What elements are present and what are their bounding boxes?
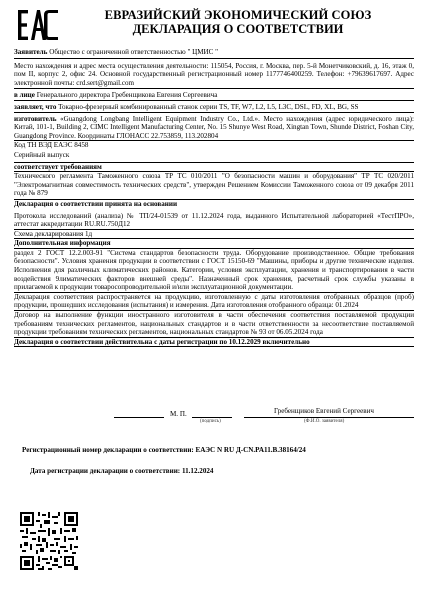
registration-number: Регистрационный номер декларации о соответствии: ЕАЭС N RU Д-CN.PA11.B.38164/24 (22, 446, 306, 454)
person-label: в лице (14, 91, 35, 100)
basis-heading: Декларация о соответствии принята на основании (14, 199, 414, 209)
serial-production: Серийный выпуск (14, 150, 70, 159)
additional-paragraph-1: раздел 2 ГОСТ 12.2.003-91 "Система стандартов безопасности труда. Оборудование производственное. Общие требования безопасности". Условия хранения продукции в соответствии с ГОСТ 15150-69 "Машины, приборы и другие технические изделия. Исполнения для различных климатических районов. Категории, условия эксплуатации, хранения и транспортирования в части воздействия 9лиматических факторов внешней среды". Назначенный срок хранения, расчетный срок службы указаны в прилагаемой к продукции товаросопроводительной и/или эксплуатационной документации. (14, 248, 414, 292)
union-title: ЕВРАЗИЙСКИЙ ЭКОНОМИЧЕСКИЙ СОЮЗ (104, 8, 372, 22)
stamp-place: М. П. (170, 410, 187, 418)
applicant-person: Генерального директора Гребенщикова Евгения Сергеевича (36, 91, 218, 100)
declaration-scheme: Схема декларирования 1д (14, 229, 414, 239)
registration-date: Дата регистрации декларации о соответствии: 11.12.2024 (30, 467, 214, 475)
requirements-text: Технического регламента Таможенного союза ТР ТС 010/2011 "О безопасности машин и оборудования" ТР ТС 020/2011 "Электромагнитная совместимость технических средств", утвержден Решением Комиссии Таможенного союза от 09 декабря 2011 года № 879 (14, 172, 414, 198)
additional-heading: Дополнительная информация (14, 238, 414, 248)
declaration-body (14, 48, 414, 347)
basis-text: Протокола исследований (анализа) № ТП/24-01539 от 11.12.2024 года, выданного Испытательной лабораторией «ТестПРО», аттестат аккредитации RU.RU.750Д12 (14, 211, 414, 229)
validity-period: Декларация о соответствии действительна с даты регистрации по 10.12.2029 включительно (14, 337, 414, 348)
manufacturer-text: «Guangdong Longbang Intelligent Equipment Industry Co., Ltd.». Место нахождения (адрес юридического лица): Китай, 101-1, Building 2, CIMC Intelligent Manufacturing Center, No. 15 Shunye West Road, Xingtan Town, Shunde District, Foshan City, Guangdong Province. Координаты ГЛОНАСС 22.753859, 113.202804 (14, 114, 414, 140)
signatory-name-caption: (Ф.И.О. заявителя) (304, 419, 345, 424)
applicant-address: Место нахождения и адрес места осуществления деятельности: 115054, Россия, г. Москва, пер. 5-й Монетчиковский, д. 16, этаж 0, пом II, корпус 2, офис 24. Основной государственный регистрационный номер 1177746400259. Телефон: +79639617697. Адрес электронной почты: crd.sert@gmail.com (14, 62, 414, 90)
additional-paragraph-2: Декларация соответствия распространяется на продукцию, изготовленную с даты изготовления отобранных образцов (проб) продукции, прошедших исследования (испытания) и измерения. Дата изготовления отобранного образца: 01.2024 (14, 292, 414, 310)
eac-logo (18, 8, 58, 42)
product-name: Токарно-фрезерный комбинированный станок серии TS, TF, W7, L2, L5, L3C, DSL, FD, XL, BG, SS (58, 102, 359, 111)
signature-caption: (подпись) (200, 419, 221, 424)
declares-label: заявляет, что (14, 102, 57, 111)
applicant-name: Общество с ограниченной ответственностью " ЦМИС " (49, 48, 219, 56)
signatory-name: Гребенщиков Евгений Сергеевич (274, 407, 374, 415)
qr-code-icon (20, 512, 78, 570)
manufacturer-label: изготовитель (14, 114, 57, 123)
signature-block (14, 407, 414, 435)
document-title: ДЕКЛАРАЦИЯ О СООТВЕТСТВИИ (132, 22, 344, 36)
requirements-heading: соответствует требованиям (14, 162, 414, 172)
tnved-code: Код ТН ВЭД ЕАЭС 8458 (14, 140, 414, 150)
additional-paragraph-3: Договор на выполнение функции иностранного изготовителя в части обеспечения соответствия поставляемой продукции требованиям технических регламентов, национальных стандартов и в части ответственности за несоответствие поставляемой продукции требованиям технических регламентов, национальных стандартов № 93 от 06.05.2024 года (14, 311, 414, 337)
applicant-label: Заявитель (14, 48, 48, 56)
